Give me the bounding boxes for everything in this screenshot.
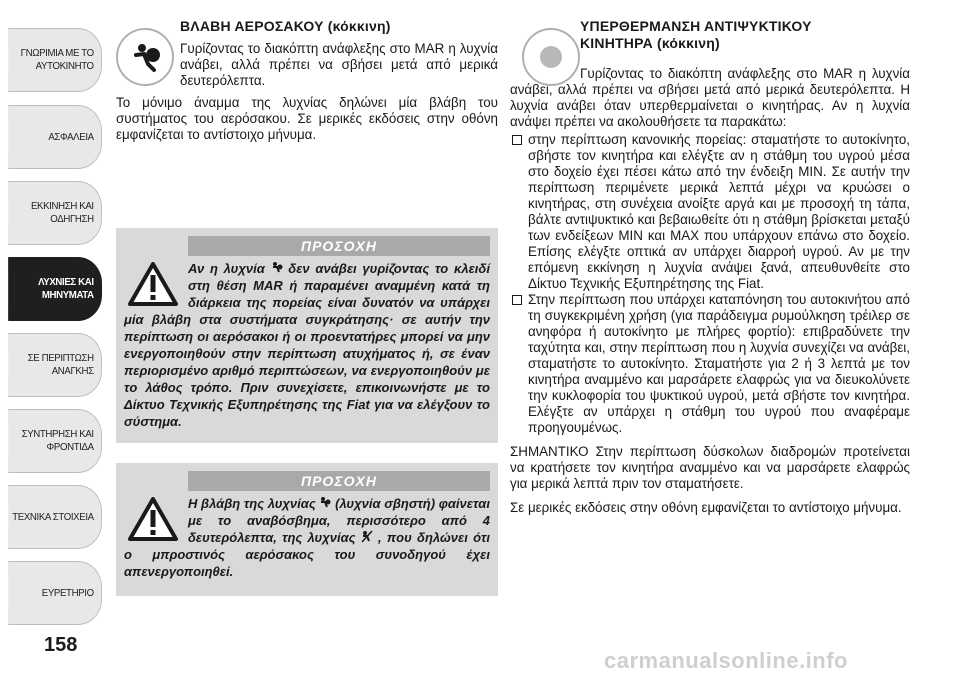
coolant-heading-line1: ΥΠΕΡΘΕΡΜΑΝΣΗ ΑΝΤΙΨΥΚΤΙΚΟΥ: [580, 18, 812, 34]
airbag-intro-text: Γυρίζοντας το διακόπτη ανάφλεξης στο MAR η λυχνία ανάβει, αλλά πρέπει να σβήσει μετά από μερικά δευτερόλεπτα.: [180, 41, 498, 88]
tab-technical[interactable]: ΤΕΧΝΙΚΑ ΣΤΟΙΧΕΙΑ: [8, 485, 102, 549]
checkbox-bullet-icon: [512, 135, 522, 145]
warning-title: ΠΡΟΣΟΧΗ: [188, 471, 490, 491]
coolant-display-note: Σε μερικές εκδόσεις στην οθόνη εμφανίζεται το αντίστοιχο μήνυμα.: [510, 500, 902, 515]
airbag-fault-heading: ΒΛΑΒΗ ΑΕΡΟΣΑΚΟΥ (κόκκινη): [180, 18, 391, 34]
tab-warning-lights[interactable]: ΛΥΧΝΙΕΣ ΚΑΙ ΜΗΝΥΜΑΤΑ: [8, 257, 102, 321]
tab-getting-to-know[interactable]: ΓΝΩΡΙΜΙΑ ΜΕ ΤΟ ΑΥΤΟΚΙΝΗΤΟ: [8, 28, 102, 92]
tab-starting-driving[interactable]: ΕΚΚΙΝΗΣΗ ΚΑΙ ΟΔΗΓΗΣΗ: [8, 181, 102, 245]
warning1-text-a: Αν η λυχνία: [188, 261, 265, 276]
page-number: 158: [44, 634, 78, 656]
checkbox-bullet-icon: [512, 295, 522, 305]
tab-maintenance[interactable]: ΣΥΝΤΗΡΗΣΗ ΚΑΙ ΦΡΟΝΤΙΔΑ: [8, 409, 102, 473]
coolant-heading-line2: ΚΙΝΗΤΗΡΑ (κόκκινη): [580, 35, 720, 51]
warning-box-1: [116, 228, 498, 443]
warning-box-2: [116, 463, 498, 596]
airbag-symbol-icon: [319, 496, 331, 509]
important-note: ΣΗΜΑΝΤΙΚΟ Στην περίπτωση δύσκολων διαδρομών προτείνεται να κρατήσετε τον κινητήρα αναμμένο και να μαρσάρετε ελαφρώς για μερικά λεπτά πριν τον σταματήσετε.: [510, 444, 910, 491]
passenger-airbag-off-icon: [361, 530, 373, 543]
tab-emergency[interactable]: ΣΕ ΠΕΡΙΠΤΩΣΗ ΑΝΑΓΚΗΣ: [8, 333, 102, 397]
warning-triangle-icon: [128, 262, 178, 306]
tab-index[interactable]: ΕΥΡΕΤΗΡΙΟ: [8, 561, 102, 625]
watermark: carmanualsonline.info: [604, 648, 848, 673]
airbag-symbol-icon: [271, 261, 283, 274]
airbag-description: Το μόνιμο άναμμα της λυχνίας δηλώνει μία βλάβη του συστήματος του αερόσακου. Σε μερικές εκδόσεις στην οθόνη εμφανίζεται το αντίστοιχο μήνυμα.: [116, 95, 498, 142]
right-column: [510, 18, 910, 516]
warning2-text-b: (λυχνία σβηστή) φαίνεται με το αναβόσβημα, περισσότερο από 4 δευτερόλεπτα, της λυχνίας: [188, 496, 490, 545]
warning1-text-b: δεν ανάβει γυρίζοντας το κλειδί στη θέση MAR ή παραμένει αναμμένη κατά τη διάρκεια της πορείας είναι δυνατόν να υπάρχει μία βλάβη στα συστήματα συγκράτησης· σε αυτήν την περίπτωση οι αερόσακοι ή οι προεντατήρες μπορεί να μην ενεργοποιηθούν στην περίπτωση ατυχήματος ή, σε έναν περιορισμένο αριθμό περιπτώσεων, να ενεργοποιηθούν με το λάθος τρόπο. Πριν συνεχίσετε, επικοινωνήστε με το Δίκτυο Τεχνικής Εξυπηρέτησης της Fiat για να ελέγξουν το σύστημα.: [124, 261, 490, 429]
warning-triangle-icon: [128, 497, 178, 541]
tab-safety[interactable]: ΑΣΦΑΛΕΙΑ: [8, 105, 102, 169]
list-item-text: στην περίπτωση κανονικής πορείας: σταματήστε το αυτοκίνητο, σβήστε τον κινητήρα και ελέγξτε αν η στάθμη του υγρού μέσα στο δοχείο έχει πέσει κάτω από την ένδειξη MIN. Σε αυτήν την περίπτωση περιμένετε μερικά λεπτά μέχρι να κρυώσει ο κινητήρας, στη συνέχεια ανοίξτε αργά και με προσοχή τη τάπα, βάλτε αντιψυκτικό και βεβαιωθείτε ότι η στάθμη βρίσκεται μεταξύ των ενδείξεων MIN και MAX που υπάρχουν επάνω στο δοχείο. Επίσης ελέγξτε οπτικά αν υπάρχει διαρροή υγρού. Αν με την επόμενη εκκίνηση η λυχνία ανάψει ξανά, απευθυνθείτε στο Δίκτυο Τεχνικής Εξυπηρέτησης της Fiat.: [528, 132, 910, 291]
list-item-text: Στην περίπτωση που υπάρχει καταπόνηση του αυτοκινήτου από τη συγκεκριμένη χρήση (για παράδειγμα ρυμούλκηση τρέιλερ σε ανηφόρα ή αυτοκίνητο με πλήρες φορτίο): επιβραδύνετε την ταχύτητα και, στην περίπτωση που η λυχνία συνεχίζει να ανάβει, σταματήστε το αυτοκίνητο. Σταματήστε για 2 ή 3 λεπτά με τον κινητήρα αναμμένο και μαρσάρετε ελαφρώς για να διευκολύνετε την κυκλοφορία του ψυκτικού υγρού, μετά σβήστε τον κινητήρα. Ελέγξτε αν υπάρχει η στάθμη του υγρού που αναφέραμε προηγουμένως.: [528, 292, 910, 435]
list-item: [510, 292, 910, 436]
list-item: [510, 132, 910, 292]
warning2-text-a: Η βλάβη της λυχνίας: [188, 496, 316, 511]
warning-title: ΠΡΟΣΟΧΗ: [188, 236, 490, 256]
warning2-text-c: , που δηλώνει ότι ο μπροστινός αερόσακος του συνοδηγού έχει απενεργοποιηθεί.: [124, 530, 490, 579]
coolant-intro-text: Γυρίζοντας το διακόπτη ανάφλεξης στο MAR η λυχνία ανάβει, αλλά πρέπει να σβήσει μετά από μερικά δευτερόλεπτα. Η λυχνία ανάβει όταν υπερθερμαίνεται ο κινητήρας. Αν η λυχνία ανάψει πρέπει να ακολουθήσετε τα παρακάτω:: [510, 66, 910, 129]
left-column: [116, 18, 498, 143]
chapter-sidebar: [0, 0, 104, 640]
